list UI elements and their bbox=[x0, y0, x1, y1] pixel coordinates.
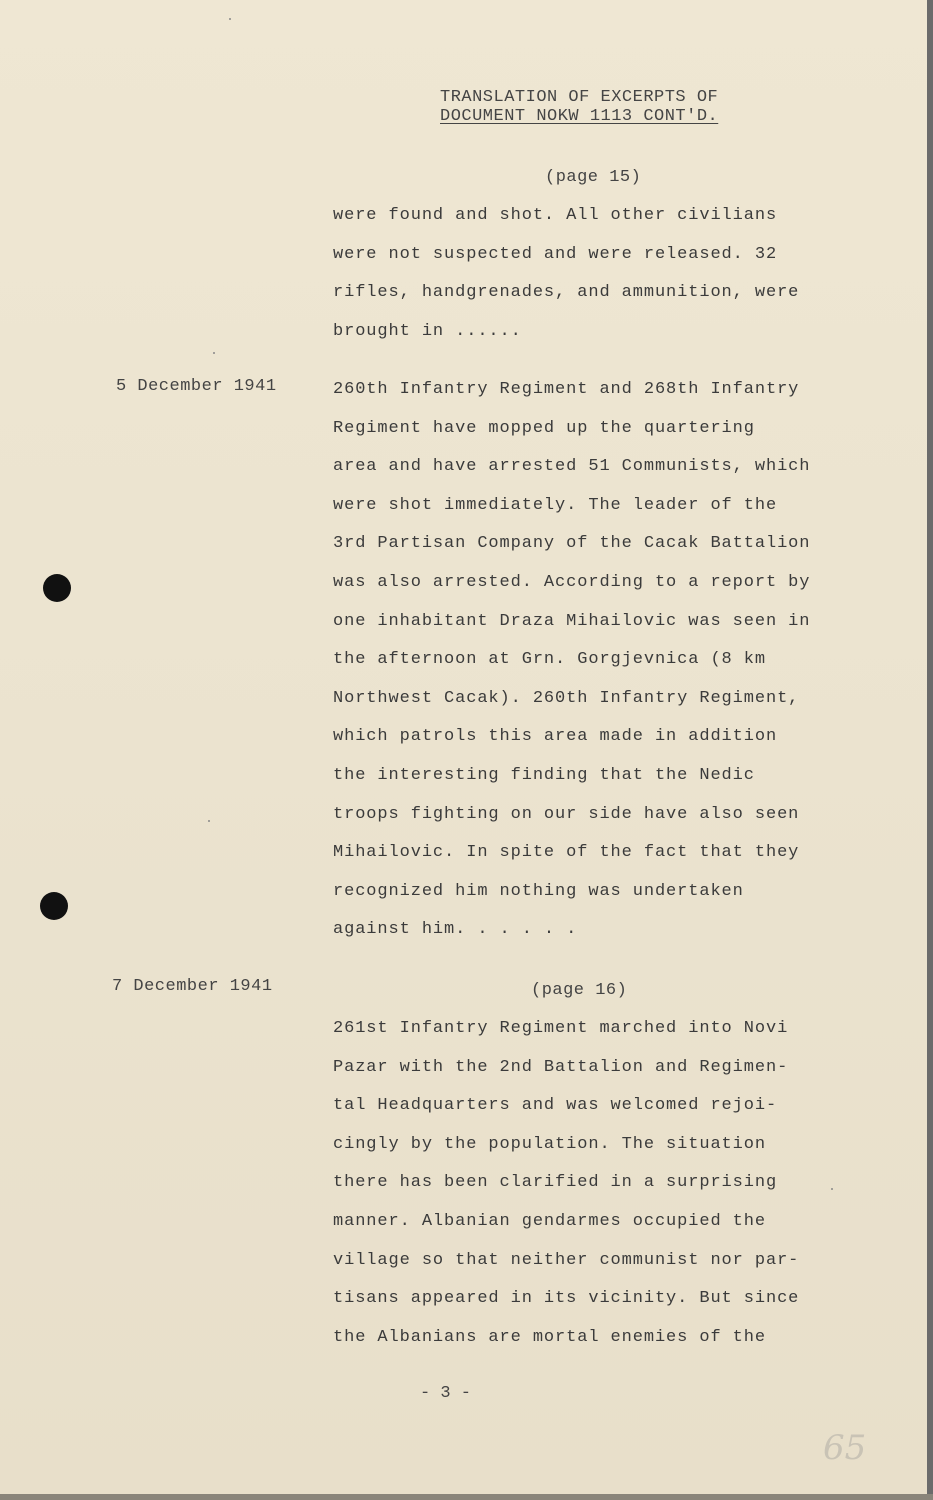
paragraph-7-december bbox=[333, 1010, 843, 1357]
text-line: brought in ...... bbox=[333, 321, 522, 341]
text-line: Mihailovic. In spite of the fact that they bbox=[333, 843, 800, 863]
page-number: - 3 - bbox=[420, 1384, 472, 1403]
page-reference-16: (page 16) bbox=[531, 981, 628, 1000]
header-line-2: DOCUMENT NOKW 1113 CONT'D. bbox=[440, 107, 719, 126]
punch-hole-top bbox=[43, 574, 71, 602]
text-line: Pazar with the 2nd Battalion and Regimen- bbox=[333, 1057, 789, 1077]
text-line: were not suspected and were released. 32 bbox=[333, 244, 778, 264]
text-line: rifles, handgrenades, and ammunition, were bbox=[333, 283, 800, 303]
text-line: were shot immediately. The leader of the bbox=[333, 495, 778, 515]
handwritten-page-mark: 65 bbox=[823, 1428, 867, 1468]
paragraph-5-december bbox=[333, 371, 843, 950]
text-line: which patrols this area made in addition bbox=[333, 727, 778, 747]
text-line: Northwest Cacak). 260th Infantry Regiment, bbox=[333, 688, 800, 708]
punch-hole-bottom bbox=[40, 892, 68, 920]
page-reference-15: (page 15) bbox=[545, 168, 642, 187]
text-line: tal Headquarters and was welcomed rejoi- bbox=[333, 1096, 778, 1116]
page-edge-right bbox=[927, 0, 933, 1500]
text-line: manner. Albanian gendarmes occupied the bbox=[333, 1211, 766, 1231]
text-line: the Albanians are mortal enemies of the bbox=[333, 1327, 766, 1347]
text-line: the afternoon at Grn. Gorgjevnica (8 km bbox=[333, 650, 766, 670]
text-line: there has been clarified in a surprising bbox=[333, 1173, 778, 1193]
speck bbox=[208, 820, 210, 822]
paragraph-continuation bbox=[333, 197, 843, 351]
text-line: were found and shot. All other civilians bbox=[333, 206, 778, 225]
text-line: village so that neither communist nor par- bbox=[333, 1250, 800, 1270]
entry-date-7-december: 7 December 1941 bbox=[112, 977, 273, 996]
page-edge-bottom bbox=[0, 1494, 933, 1500]
text-line: troops fighting on our side have also seen bbox=[333, 804, 800, 824]
text-line: area and have arrested 51 Communists, which bbox=[333, 457, 811, 477]
text-line: 260th Infantry Regiment and 268th Infantry bbox=[333, 380, 800, 399]
speck bbox=[229, 18, 231, 20]
text-line: one inhabitant Draza Mihailovic was seen in bbox=[333, 611, 811, 631]
document-header bbox=[440, 88, 718, 126]
text-line: the interesting finding that the Nedic bbox=[333, 765, 755, 785]
text-line: against him. . . . . . bbox=[333, 920, 578, 940]
text-line: cingly by the population. The situation bbox=[333, 1134, 766, 1154]
header-line-1: TRANSLATION OF EXCERPTS OF bbox=[440, 88, 719, 107]
text-line: recognized him nothing was undertaken bbox=[333, 881, 744, 901]
text-line: was also arrested. According to a report by bbox=[333, 572, 811, 592]
speck bbox=[213, 352, 215, 354]
text-line: 3rd Partisan Company of the Cacak Battalion bbox=[333, 534, 811, 554]
entry-date-5-december: 5 December 1941 bbox=[116, 377, 277, 396]
text-line: 261st Infantry Regiment marched into Novi bbox=[333, 1019, 789, 1038]
text-line: Regiment have mopped up the quartering bbox=[333, 418, 755, 438]
text-line: tisans appeared in its vicinity. But since bbox=[333, 1289, 800, 1309]
